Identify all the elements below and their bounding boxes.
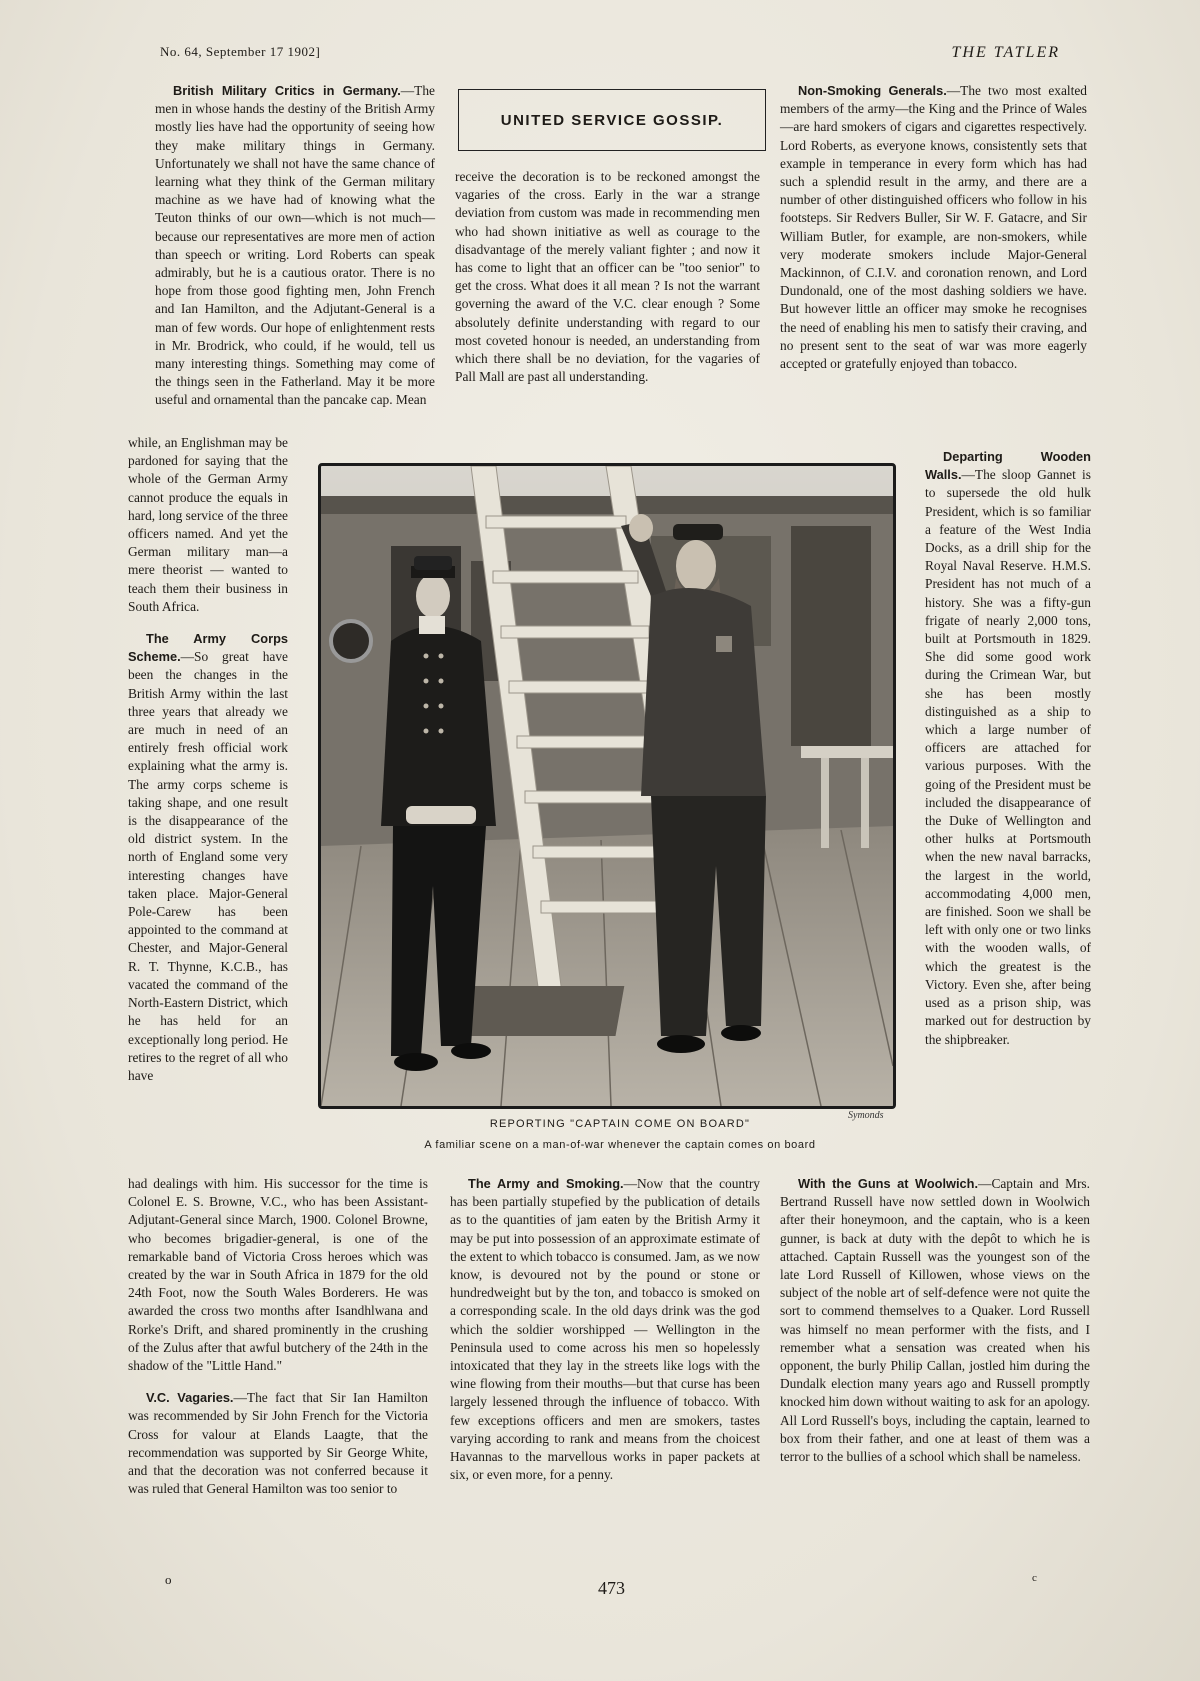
- heading-german-critics: British Military Critics in Germany.: [173, 83, 401, 98]
- photo-credit: Symonds: [848, 1110, 884, 1121]
- article-guns-woolwich: [780, 1175, 1090, 1466]
- article-non-smoking: [780, 82, 1087, 373]
- page-mark-right: c: [1032, 1572, 1037, 1584]
- text-german-critics-part1: —The men in whose hands the destiny of the British Army mostly lies have had the opportunity of seeing how they make military things in Germany. Unfortunately we shall not have the same chance of learning what they think of the German military machine as we have had of knowing what the Teuton thinks of our own—which is not much—because our representatives are more men of action than speech or writing. Lord Roberts can speak admirably, but he is a cautious orator. There is no hope from those good fighting men, John French and Ian Hamilton, and the Adjutant-General is a man of few words. Our hope of enlightenment rests in Mr. Brodrick, who could, if he would, tell us many interesting things. Something may come of the things seen in the Fatherland. May it be more useful and ornamental than the pancake cap. Mean: [155, 83, 435, 408]
- text-army-smoking: —Now that the country has been partially stupefied by the publication of details as to the quantities of jam eaten by the British Army it may be put into possession of an approximate estimate of the extent to which tobacco is consumed. Jam, as we now know, is devoured not by the pound or stone or hundredweight but by the ton, and tobacco is smoked on a corresponding scale. In the old days drink was the god which the soldier worshipped — Wellington in the Peninsula used to come across his men so hopelessly intoxicated that they lay in the streets like logs with the wine flowing from their mouths—but that curse has been largely lessened through the influence of tobacco. With few exceptions officers and men are smokers, tastes varying according to rank and means from the choicest Havannas to the marvellous works in paper packets at six, or even more, for a penny.: [450, 1176, 760, 1483]
- issue-header: No. 64, September 17 1902]: [160, 44, 321, 59]
- heading-vc-vagaries: V.C. Vagaries.: [146, 1390, 234, 1406]
- article-army-corps: [128, 630, 288, 1085]
- photo-caption: REPORTING "CAPTAIN COME ON BOARD": [489, 1118, 751, 1130]
- column-1-narrow: [128, 434, 288, 1095]
- article-army-smoking: [450, 1175, 760, 1484]
- section-title-box: UNITED SERVICE GOSSIP.: [458, 89, 766, 151]
- column-3-top: [780, 82, 1087, 383]
- text-army-corps-part1: —So great have been the changes in the British Army within the last three years that already we are much in need of an entirely fresh official work explaining what the army is. The army corps scheme is taking shape, and one result is the disappearance of the old district system. In the north of England some very interesting changes have taken place. Major-General Pole-Carew has been appointed to the command at Chester, and Major-General R. T. Thynne, K.C.B., has vacated the command of the North-Eastern District, which he has held for an exceptionally long period. He retires to the regret of all who have: [128, 649, 288, 1083]
- text-non-smoking: —The two most exalted members of the army—the King and the Prince of Wales—are hard smokers of cigars and cigarettes respectively. Lord Roberts, as everyone knows, consistently sets that example in temperance in every form which has had such a splendid result in the army, and there are a number of other distinguished officers who follow in his footsteps. Sir Redvers Buller, Sir W. F. Gatacre, and Sir William Butler, for example, are non-smokers, while very moderate smokers include Major-General Mackinnon, of C.I.V. and coronation renown, and Lord Dundonald, one of the most dashing soldiers we have. But however little an officer may smoke he recognises the need of enabling his men to satisfy their craving, and no present sent to the seat of war was more eagerly accepted or gratefully enjoyed than tobacco.: [780, 83, 1087, 372]
- column-2-top: [455, 168, 760, 396]
- magazine-title: THE TATLER: [951, 44, 1060, 61]
- column-1-top: [155, 82, 435, 410]
- article-german-critics: [155, 82, 435, 410]
- text-army-corps-part2: had dealings with him. His successor for the time is Colonel E. S. Browne, V.C., who has been Assistant-Adjutant-General since March, 1900. Colonel Browne, who becomes brigadier-general, is one of the remarkable band of Victoria Cross heroes which was created by the war in South Africa in 1879 for the old 24th Foot, now the South Wales Borderers. He was awarded the cross two months after Isandhlwana and Rorke's Drift, and shared prominently in the crushing of the Zulus after that awful butchery of the 24th in the shadow of the "Little Hand.": [128, 1176, 428, 1374]
- heading-non-smoking: Non-Smoking Generals.: [798, 83, 947, 98]
- text-vc-vagaries-continued: receive the decoration is to be reckoned amongst the vagaries of the cross. Early in the war a strange deviation from custom was made in recommending men who had shown initiative as well as courage to the disadvantage of the merely valiant fighter ; and now it has come to light that an officer can be "too senior" to get the cross. What does it all mean ? Is not the warrant governing the award of the V.C. clear enough ? Some absolutely definite understanding with regard to our most coveted honour is needed, an understanding from which there shall be no deviation, for the vagaries of Pall Mall are past all understanding.: [455, 169, 760, 385]
- text-german-critics-part2: while, an Englishman may be pardoned for saying that the whole of the German Army cannot produce the equals in hard, long service of the three officers named. And yet the German military man—a mere theorist — wanted to teach them their business in South Africa.: [128, 435, 288, 614]
- text-wooden-walls: —The sloop Gannet is to supersede the old hulk President, which is so familiar a feature of the West India Docks, as a drill ship for the Royal Naval Reserve. H.M.S. President has not much of a history. She was a fifty-gun frigate of nearly 2,000 tons, built at Portsmouth in 1829. She did some good work during the Crimean War, but she has been mostly distinguished as a ship to which a large number of officers are attached for various purposes. With the going of the President must be included the disappearance of the Duke of Wellington and other hulks at Portsmouth when the new naval barracks, the largest in the world, accommodating 4,000 men, are finished. Soon we shall be left with only one or two links with the wooden walls, of which the greatest is the Victory. Even she, after being used as a prison ship, was marked out for destruction by the shipbreaker.: [925, 467, 1091, 1047]
- photograph-captain-on-board: [318, 463, 896, 1109]
- heading-army-corps: The Army Corps Scheme.: [128, 631, 288, 665]
- text-guns-woolwich: —Captain and Mrs. Bertrand Russell have now settled down in Woolwich after their honeymoon, and the captain, who is a keen gunner, is back at duty with the depôt to which he is attached. Captain Russell was the youngest son of the late Lord Russell of Killowen, whose views on the subject of the noble art of self-defence were not quite the sort to commend themselves to a Quaker. Lord Russell was himself no mean performer with the fists, and I remember what a sensation was created when his opponent, the burly Philip Callan, jostled him during the Dundalk election many years ago and Russell promptly knocked him down without waiting to ask for an apology. All Lord Russell's boys, including the captain, learned to box from their father, and one at least of them was a terror to the bullies of a school which shall be nameless.: [780, 1176, 1090, 1465]
- column-3-narrow: [925, 448, 1091, 1059]
- heading-army-smoking: The Army and Smoking.: [468, 1176, 624, 1191]
- photo-subcaption: A familiar scene on a man-of-war whenever the captain comes on board: [424, 1139, 816, 1151]
- photograph-illustration: [321, 466, 893, 1106]
- page-mark-left: o: [165, 1572, 172, 1587]
- article-vc-vagaries: [128, 1389, 428, 1498]
- heading-guns-woolwich: With the Guns at Woolwich.: [798, 1176, 979, 1191]
- column-3-bottom: [780, 1175, 1090, 1476]
- column-2-bottom: [450, 1175, 760, 1494]
- page-number: 473: [598, 1578, 625, 1598]
- heading-wooden-walls: Departing Wooden Walls.: [925, 449, 1091, 483]
- text-vc-vagaries: —The fact that Sir Ian Hamilton was recommended by Sir John French for the Victoria Cross for valour at Elands Laagte, that the recommendation was supported by Sir George White, and that the decoration was not conferred because it was ruled that General Hamilton was too senior to: [128, 1390, 428, 1497]
- article-wooden-walls: [925, 448, 1091, 1049]
- column-1-bottom: [128, 1175, 428, 1508]
